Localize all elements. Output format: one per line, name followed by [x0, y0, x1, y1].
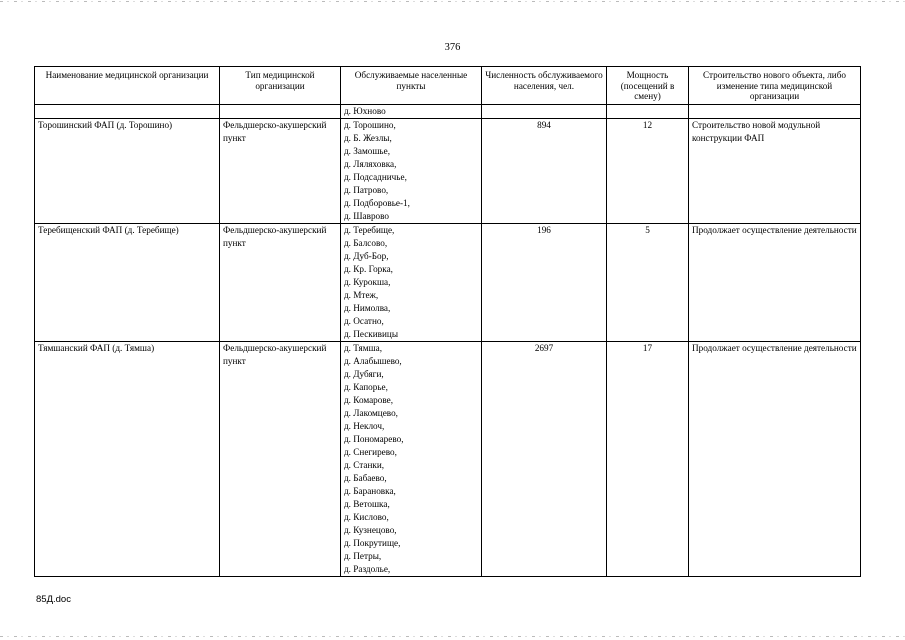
settlements-cell — [341, 119, 482, 224]
scan-edge-top — [0, 1, 905, 2]
settlement-item: д. Дубяги, — [344, 369, 384, 379]
action-cell: Продолжает осуществление деятельности — [689, 342, 861, 577]
settlement-item: д. Патрово, — [344, 185, 389, 195]
settlement-item: д. Комарове, — [344, 395, 394, 405]
settlement-item: д. Замошье, — [344, 146, 390, 156]
settlement-item: д. Кислово, — [344, 512, 389, 522]
settlement-item: д. Снегирево, — [344, 447, 397, 457]
header-action: Строительство нового объекта, либо изменение типа медицинской организации — [689, 67, 861, 105]
org-type-cell: Фельдшерско-акушерский пункт — [220, 119, 341, 224]
settlement-item: д. Подборовье-1, — [344, 198, 410, 208]
settlement-item: д. Покрутище, — [344, 538, 401, 548]
settlement-item: д. Раздолье, — [344, 564, 391, 574]
action-cell: Строительство новой модульной конструкции ФАП — [689, 119, 861, 224]
table-row — [35, 224, 861, 342]
capacity-cell: 12 — [607, 119, 689, 224]
medical-organizations-table — [34, 66, 861, 577]
page-number: 376 — [444, 42, 461, 53]
capacity-cell: 17 — [607, 342, 689, 577]
settlement-item: д. Ветошка, — [344, 499, 390, 509]
org-name-cell: Теребищенский ФАП (д. Теребище) — [35, 224, 220, 342]
header-type: Тип медицинской организации — [220, 67, 341, 105]
org-name-cell: Тямшанский ФАП (д. Тямша) — [35, 342, 220, 577]
org-type-cell: Фельдшерско-акушерский пункт — [220, 224, 341, 342]
table-row — [35, 342, 861, 577]
settlement-item: д. Б. Жезлы, — [344, 133, 392, 143]
population-cell: 894 — [482, 119, 607, 224]
settlement-item: д. Алабышево, — [344, 356, 402, 366]
settlement-item: д. Капорье, — [344, 382, 388, 392]
settlement-item: д. Ляляховка, — [344, 159, 397, 169]
header-name: Наименование медицинской организации — [35, 67, 220, 105]
action-cell: Продолжает осуществление деятельности — [689, 224, 861, 342]
settlement-item: д. Торошино, — [344, 120, 396, 130]
file-name-footer: 85Д.doc — [36, 594, 71, 605]
settlement-item: д. Осатно, — [344, 316, 384, 326]
table-row-continuation — [35, 105, 861, 119]
population-cell: 196 — [482, 224, 607, 342]
settlement-item: д. Барановка, — [344, 486, 396, 496]
settlement-item: д. Петры, — [344, 551, 382, 561]
settlement-item: д. Дуб-Бор, — [344, 251, 389, 261]
settlements-cell — [341, 342, 482, 577]
settlement-item: д. Пономарево, — [344, 434, 404, 444]
settlements-cell — [341, 224, 482, 342]
settlement-item: д. Нимолва, — [344, 303, 391, 313]
settlement-item: д. Кр. Горка, — [344, 264, 393, 274]
settlement-item: д. Пескивицы — [344, 329, 399, 339]
population-cell: 2697 — [482, 342, 607, 577]
settlement-item: д. Лакомцево, — [344, 408, 398, 418]
settlement-item: д. Бабаево, — [344, 473, 387, 483]
settlement-item: д. Курокша, — [344, 277, 391, 287]
settlement-item: д. Кузнецово, — [344, 525, 397, 535]
settlement-item: д. Мтеж, — [344, 290, 379, 300]
org-type-cell: Фельдшерско-акушерский пункт — [220, 342, 341, 577]
settlements-cell — [341, 105, 482, 119]
settlement-item: д. Юхново — [344, 106, 386, 116]
header-capacity: Мощность (посещений в смену) — [607, 67, 689, 105]
settlement-item: д. Теребище, — [344, 225, 395, 235]
table-header-row — [35, 67, 861, 105]
settlement-item: д. Подсадничье, — [344, 172, 407, 182]
header-settlements: Обслуживаемые населенные пункты — [341, 67, 482, 105]
settlement-item: д. Станки, — [344, 460, 385, 470]
table-row — [35, 119, 861, 224]
settlement-item: д. Неклоч, — [344, 421, 385, 431]
settlement-item: д. Балсово, — [344, 238, 388, 248]
settlement-item: д. Шаврово — [344, 211, 390, 221]
header-population: Численность обслуживаемого населения, чел. — [482, 67, 607, 105]
capacity-cell: 5 — [607, 224, 689, 342]
settlement-item: д. Тямша, — [344, 343, 383, 353]
scan-edge-bottom — [0, 636, 905, 637]
org-name-cell: Торошинский ФАП (д. Торошино) — [35, 119, 220, 224]
